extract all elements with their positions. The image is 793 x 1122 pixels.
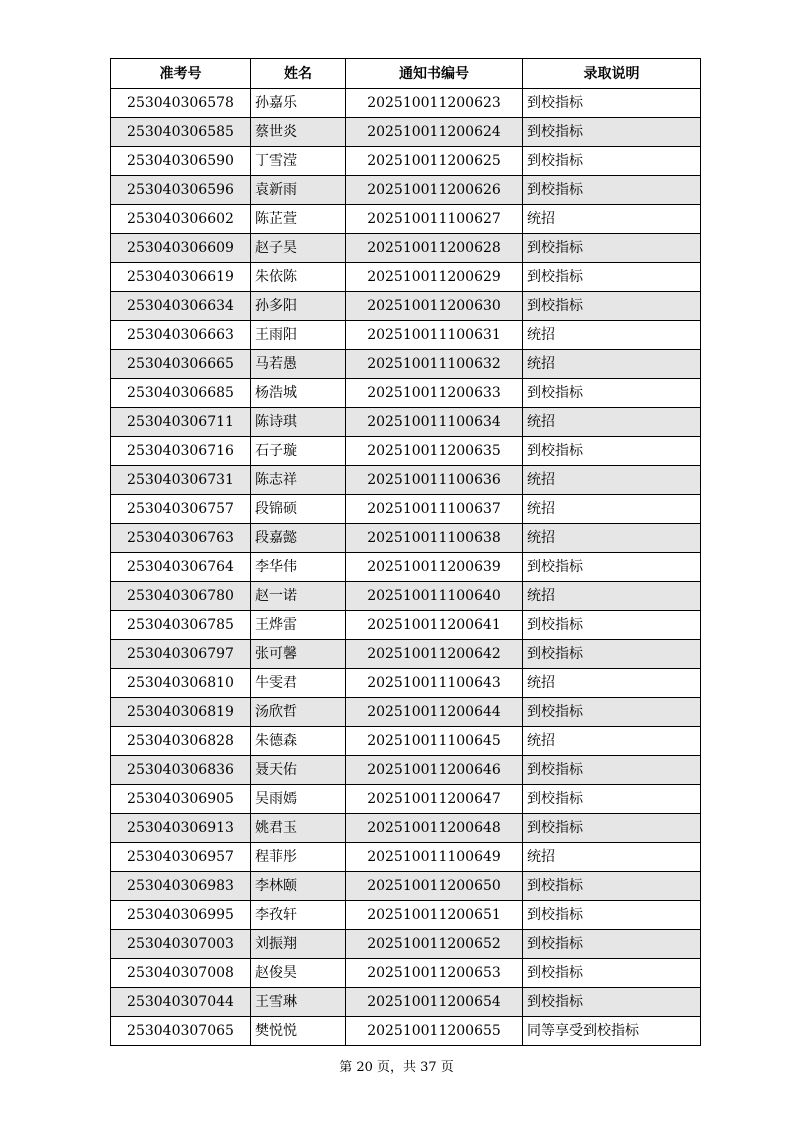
- notice-number-cell: 202510011200623: [346, 89, 523, 118]
- notice-number-cell: 202510011200625: [346, 147, 523, 176]
- table-row: [111, 582, 701, 611]
- admission-note-cell: 到校指标: [523, 234, 701, 263]
- admission-note-cell: 到校指标: [523, 756, 701, 785]
- admission-note-cell: 统招: [523, 350, 701, 379]
- notice-number-cell: 202510011200628: [346, 234, 523, 263]
- name-cell: 牛雯君: [251, 669, 346, 698]
- table-row: [111, 1017, 701, 1046]
- notice-number-cell: 202510011100631: [346, 321, 523, 350]
- exam-number-cell: 253040307008: [111, 959, 251, 988]
- table-row: [111, 263, 701, 292]
- notice-number-cell: 202510011100649: [346, 843, 523, 872]
- table-row: [111, 959, 701, 988]
- admission-note-cell: 统招: [523, 321, 701, 350]
- header-exam-number: 准考号: [111, 59, 251, 89]
- notice-number-cell: 202510011200653: [346, 959, 523, 988]
- name-cell: 李孜轩: [251, 901, 346, 930]
- exam-number-cell: 253040306663: [111, 321, 251, 350]
- notice-number-cell: 202510011100634: [346, 408, 523, 437]
- name-cell: 樊悦悦: [251, 1017, 346, 1046]
- notice-number-cell: 202510011100643: [346, 669, 523, 698]
- exam-number-cell: 253040306828: [111, 727, 251, 756]
- exam-number-cell: 253040306578: [111, 89, 251, 118]
- notice-number-cell: 202510011200635: [346, 437, 523, 466]
- name-cell: 吴雨嫣: [251, 785, 346, 814]
- table-row: [111, 988, 701, 1017]
- admission-note-cell: 到校指标: [523, 901, 701, 930]
- name-cell: 王雨阳: [251, 321, 346, 350]
- admission-note-cell: 到校指标: [523, 147, 701, 176]
- exam-number-cell: 253040306665: [111, 350, 251, 379]
- exam-number-cell: 253040306711: [111, 408, 251, 437]
- name-cell: 汤欣哲: [251, 698, 346, 727]
- notice-number-cell: 202510011200629: [346, 263, 523, 292]
- name-cell: 程菲彤: [251, 843, 346, 872]
- name-cell: 李林颐: [251, 872, 346, 901]
- notice-number-cell: 202510011200648: [346, 814, 523, 843]
- admission-note-cell: 统招: [523, 466, 701, 495]
- table-row: [111, 872, 701, 901]
- name-cell: 杨浩城: [251, 379, 346, 408]
- admission-note-cell: 到校指标: [523, 785, 701, 814]
- notice-number-cell: 202510011100638: [346, 524, 523, 553]
- header-name: 姓名: [251, 59, 346, 89]
- name-cell: 赵一诺: [251, 582, 346, 611]
- exam-number-cell: 253040306836: [111, 756, 251, 785]
- exam-number-cell: 253040306913: [111, 814, 251, 843]
- notice-number-cell: 202510011100632: [346, 350, 523, 379]
- table-row: [111, 292, 701, 321]
- name-cell: 丁雪滢: [251, 147, 346, 176]
- header-notice-number: 通知书编号: [346, 59, 523, 89]
- notice-number-cell: 202510011200626: [346, 176, 523, 205]
- exam-number-cell: 253040306797: [111, 640, 251, 669]
- table-row: [111, 89, 701, 118]
- admission-note-cell: 统招: [523, 495, 701, 524]
- notice-number-cell: 202510011200650: [346, 872, 523, 901]
- table-row: [111, 437, 701, 466]
- name-cell: 朱德森: [251, 727, 346, 756]
- notice-number-cell: 202510011200644: [346, 698, 523, 727]
- name-cell: 孙嘉乐: [251, 89, 346, 118]
- admission-note-cell: 到校指标: [523, 553, 701, 582]
- notice-number-cell: 202510011200642: [346, 640, 523, 669]
- admission-note-cell: 到校指标: [523, 640, 701, 669]
- exam-number-cell: 253040306780: [111, 582, 251, 611]
- exam-number-cell: 253040306634: [111, 292, 251, 321]
- table-row: [111, 176, 701, 205]
- admission-note-cell: 统招: [523, 669, 701, 698]
- admission-note-cell: 统招: [523, 408, 701, 437]
- admission-note-cell: 到校指标: [523, 872, 701, 901]
- name-cell: 姚君玉: [251, 814, 346, 843]
- exam-number-cell: 253040306585: [111, 118, 251, 147]
- notice-number-cell: 202510011100640: [346, 582, 523, 611]
- exam-number-cell: 253040306596: [111, 176, 251, 205]
- table-row: [111, 756, 701, 785]
- table-row: [111, 553, 701, 582]
- name-cell: 张可馨: [251, 640, 346, 669]
- exam-number-cell: 253040306764: [111, 553, 251, 582]
- table-row: [111, 901, 701, 930]
- exam-number-cell: 253040306957: [111, 843, 251, 872]
- admission-table: [110, 58, 701, 1046]
- notice-number-cell: 202510011200630: [346, 292, 523, 321]
- name-cell: 石子璇: [251, 437, 346, 466]
- table-row: [111, 321, 701, 350]
- exam-number-cell: 253040306905: [111, 785, 251, 814]
- exam-number-cell: 253040306731: [111, 466, 251, 495]
- exam-number-cell: 253040307003: [111, 930, 251, 959]
- admission-note-cell: 到校指标: [523, 814, 701, 843]
- table-row: [111, 669, 701, 698]
- exam-number-cell: 253040306983: [111, 872, 251, 901]
- exam-number-cell: 253040306685: [111, 379, 251, 408]
- table-row: [111, 640, 701, 669]
- notice-number-cell: 202510011200639: [346, 553, 523, 582]
- table-row: [111, 814, 701, 843]
- name-cell: 李华伟: [251, 553, 346, 582]
- table-row: [111, 930, 701, 959]
- admission-note-cell: 到校指标: [523, 930, 701, 959]
- name-cell: 王烨雷: [251, 611, 346, 640]
- notice-number-cell: 202510011100627: [346, 205, 523, 234]
- admission-note-cell: 统招: [523, 727, 701, 756]
- exam-number-cell: 253040306716: [111, 437, 251, 466]
- admission-note-cell: 到校指标: [523, 263, 701, 292]
- notice-number-cell: 202510011100636: [346, 466, 523, 495]
- table-row: [111, 379, 701, 408]
- admission-note-cell: 到校指标: [523, 292, 701, 321]
- table-header-row: [111, 59, 701, 89]
- admission-note-cell: 到校指标: [523, 959, 701, 988]
- table-row: [111, 205, 701, 234]
- exam-number-cell: 253040306602: [111, 205, 251, 234]
- name-cell: 刘振翔: [251, 930, 346, 959]
- name-cell: 陈芷萱: [251, 205, 346, 234]
- admission-note-cell: 同等享受到校指标: [523, 1017, 701, 1046]
- admission-note-cell: 到校指标: [523, 988, 701, 1017]
- name-cell: 朱依陈: [251, 263, 346, 292]
- table-row: [111, 466, 701, 495]
- header-admission-note: 录取说明: [523, 59, 701, 89]
- table-row: [111, 611, 701, 640]
- page-footer: 第 20 页，共 37 页: [339, 1060, 454, 1075]
- admission-note-cell: 统招: [523, 582, 701, 611]
- exam-number-cell: 253040306763: [111, 524, 251, 553]
- table-row: [111, 785, 701, 814]
- name-cell: 陈诗琪: [251, 408, 346, 437]
- table-row: [111, 408, 701, 437]
- admission-note-cell: 到校指标: [523, 176, 701, 205]
- exam-number-cell: 253040306810: [111, 669, 251, 698]
- admission-note-cell: 到校指标: [523, 118, 701, 147]
- exam-number-cell: 253040307044: [111, 988, 251, 1017]
- table-row: [111, 118, 701, 147]
- table-row: [111, 234, 701, 263]
- admission-note-cell: 到校指标: [523, 89, 701, 118]
- exam-number-cell: 253040307065: [111, 1017, 251, 1046]
- notice-number-cell: 202510011200652: [346, 930, 523, 959]
- name-cell: 孙多阳: [251, 292, 346, 321]
- table-row: [111, 698, 701, 727]
- notice-number-cell: 202510011200633: [346, 379, 523, 408]
- notice-number-cell: 202510011200651: [346, 901, 523, 930]
- table-row: [111, 350, 701, 379]
- exam-number-cell: 253040306785: [111, 611, 251, 640]
- notice-number-cell: 202510011100637: [346, 495, 523, 524]
- exam-number-cell: 253040306757: [111, 495, 251, 524]
- name-cell: 袁新雨: [251, 176, 346, 205]
- admission-note-cell: 到校指标: [523, 698, 701, 727]
- notice-number-cell: 202510011200654: [346, 988, 523, 1017]
- notice-number-cell: 202510011200641: [346, 611, 523, 640]
- exam-number-cell: 253040306819: [111, 698, 251, 727]
- table-row: [111, 495, 701, 524]
- name-cell: 王雪琳: [251, 988, 346, 1017]
- table-row: [111, 843, 701, 872]
- exam-number-cell: 253040306590: [111, 147, 251, 176]
- name-cell: 陈志祥: [251, 466, 346, 495]
- table-row: [111, 524, 701, 553]
- admission-note-cell: 到校指标: [523, 379, 701, 408]
- name-cell: 段锦硕: [251, 495, 346, 524]
- table-row: [111, 727, 701, 756]
- admission-note-cell: 到校指标: [523, 611, 701, 640]
- table-row: [111, 147, 701, 176]
- table-body: [111, 89, 701, 1046]
- admission-note-cell: 统招: [523, 843, 701, 872]
- exam-number-cell: 253040306609: [111, 234, 251, 263]
- admission-note-cell: 统招: [523, 205, 701, 234]
- notice-number-cell: 202510011200655: [346, 1017, 523, 1046]
- admission-note-cell: 统招: [523, 524, 701, 553]
- admission-note-cell: 到校指标: [523, 437, 701, 466]
- name-cell: 段嘉懿: [251, 524, 346, 553]
- exam-number-cell: 253040306995: [111, 901, 251, 930]
- name-cell: 赵子昊: [251, 234, 346, 263]
- exam-number-cell: 253040306619: [111, 263, 251, 292]
- name-cell: 聂天佑: [251, 756, 346, 785]
- name-cell: 赵俊昊: [251, 959, 346, 988]
- notice-number-cell: 202510011200646: [346, 756, 523, 785]
- notice-number-cell: 202510011100645: [346, 727, 523, 756]
- name-cell: 蔡世炎: [251, 118, 346, 147]
- notice-number-cell: 202510011200647: [346, 785, 523, 814]
- notice-number-cell: 202510011200624: [346, 118, 523, 147]
- name-cell: 马若愚: [251, 350, 346, 379]
